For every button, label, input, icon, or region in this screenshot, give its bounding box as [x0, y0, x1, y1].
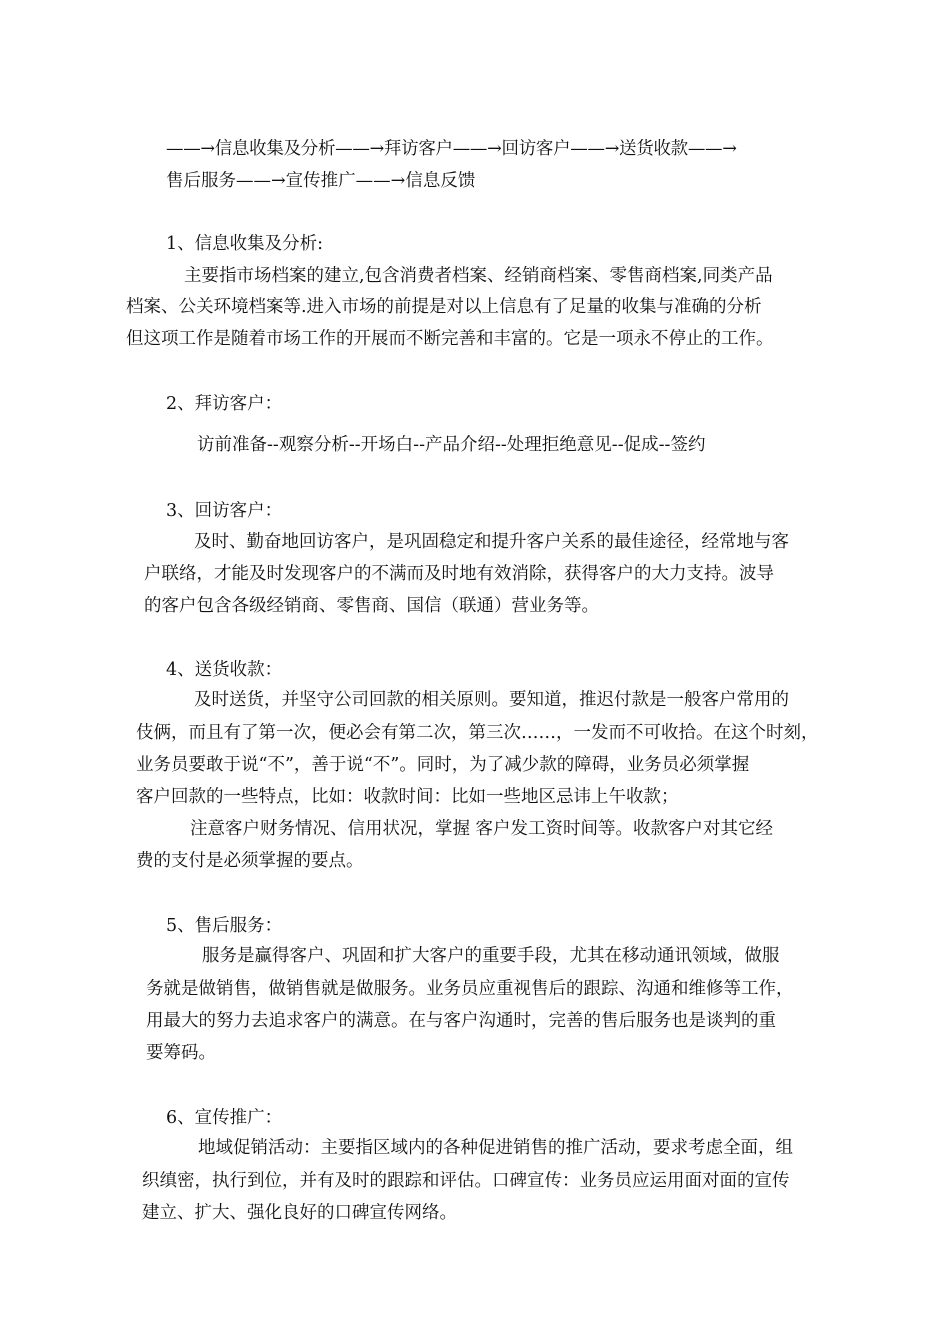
section-heading: 6、宣传推广： [166, 1108, 283, 1128]
paragraph-line: 务就是做销售，做销售就是做服务。业务员应重视售后的跟踪、沟通和维修等工作， [146, 979, 794, 999]
paragraph-line: 的客户包含各级经销商、零售商、国信（联通）营业务等。 [144, 596, 599, 616]
paragraph-line: 访前准备--观察分析--开场白--产品介绍--处理拒绝意见--促成--签约 [197, 435, 706, 455]
paragraph-line: 主要指市场档案的建立,包含消费者档案、经销商档案、零售商档案,同类产品 [184, 266, 773, 286]
paragraph-line: 织缜密，执行到位，并有及时的跟踪和评估。口碑宣传：业务员应运用面对面的宣传 [142, 1171, 790, 1191]
paragraph-line: 档案、公关环境档案等.进入市场的前提是对以上信息有了足量的收集与准确的分析 [126, 297, 762, 317]
section-heading: 3、回访客户： [166, 501, 283, 521]
section-heading: 1、信息收集及分析: [166, 234, 324, 254]
paragraph-line: 要筹码。 [146, 1043, 216, 1063]
paragraph-line: 及时、勤奋地回访客户，是巩固稳定和提升客户关系的最佳途径，经常地与客 [194, 532, 789, 552]
flow-line-1: ——→信息收集及分析——→拜访客户——→回访客户——→送货收款——→ [166, 139, 737, 159]
paragraph-line: 用最大的努力去追求客户的满意。在与客户沟通时，完善的售后服务也是谈判的重 [146, 1011, 776, 1031]
paragraph-line: 客户回款的一些特点，比如：收款时间：比如一些地区忌讳上午收款； [136, 787, 679, 807]
paragraph-line: 伎俩，而且有了第一次，便必会有第二次，第三次……，一发而不可收拾。在这个时刻， [136, 723, 819, 743]
section-heading: 4、送货收款： [166, 660, 283, 680]
paragraph-line: 注意客户财务情况、信用状况，掌握 客户发工资时间等。收款客户对其它经 [190, 819, 774, 839]
section-heading: 5、售后服务： [166, 916, 283, 936]
paragraph-line: 及时送货，并坚守公司回款的相关原则。要知道，推迟付款是一般客户常用的 [194, 690, 789, 710]
paragraph-line: 地域促销活动：主要指区域内的各种促进销售的推广活动，要求考虑全面，组 [198, 1138, 793, 1158]
paragraph-line: 建立、扩大、强化良好的口碑宣传网络。 [142, 1203, 457, 1223]
paragraph-line: 户联络，才能及时发现客户的不满而及时地有效消除，获得客户的大力支持。波导 [144, 564, 774, 584]
paragraph-line: 费的支付是必须掌握的要点。 [136, 851, 364, 871]
flow-line-2: 售后服务——→宣传推广——→信息反馈 [166, 171, 476, 191]
section-heading: 2、拜访客户： [166, 394, 283, 414]
paragraph-line: 业务员要敢于说“不”，善于说“不”。同时，为了减少款的障碍，业务员必须掌握 [136, 755, 750, 775]
paragraph-line: 但这项工作是随着市场工作的开展而不断完善和丰富的。它是一项永不停止的工作。 [126, 329, 774, 349]
paragraph-line: 服务是赢得客户、巩固和扩大客户的重要手段，尤其在移动通讯领域，做服 [202, 946, 780, 966]
